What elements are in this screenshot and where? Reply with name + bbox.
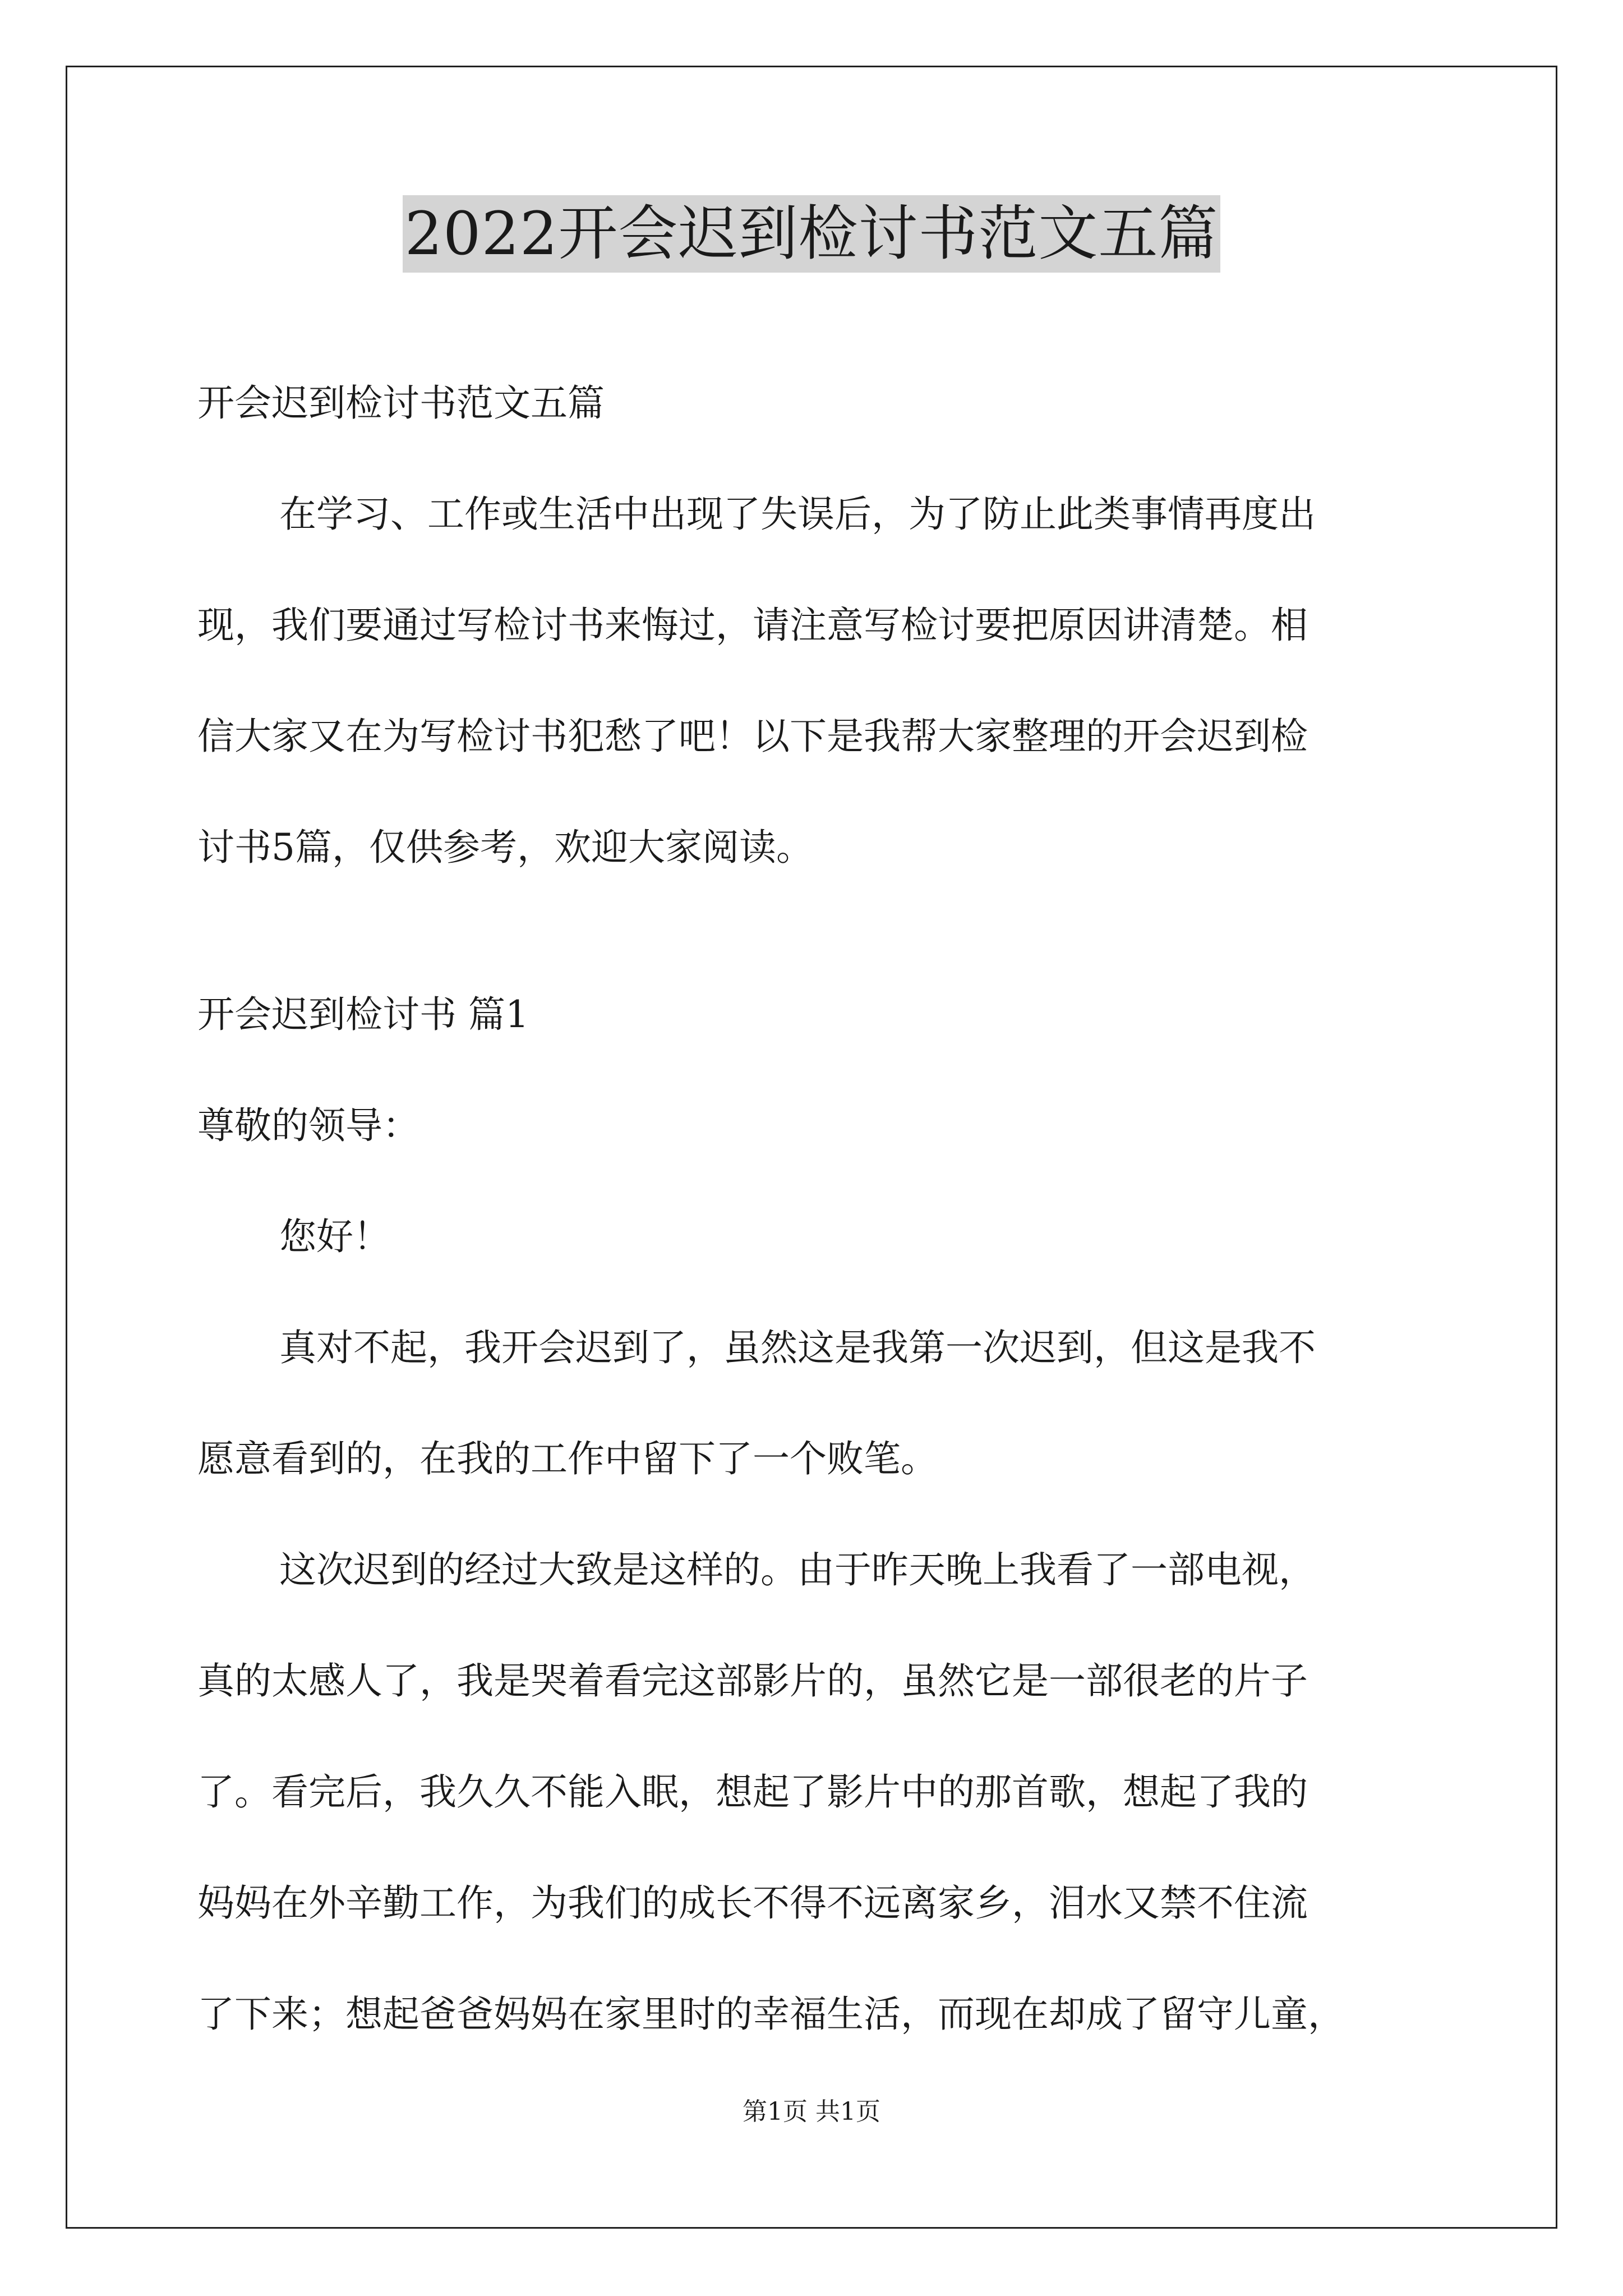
- title-container: [0, 195, 1623, 273]
- paragraph-line: 信大家又在为写检讨书犯愁了吧！以下是我帮大家整理的开会迟到检: [197, 715, 1308, 758]
- paragraph-line: 这次迟到的经过大致是这样的。由于昨天晚上我看了一部电视，: [279, 1548, 1316, 1591]
- paragraph-line: 讨书5篇，仅供参考，欢迎大家阅读。: [197, 826, 813, 869]
- paragraph-line: 了下来；想起爸爸妈妈在家里时的幸福生活，而现在却成了留守儿童，: [197, 1993, 1345, 2036]
- document-title: 2022开会迟到检讨书范文五篇: [403, 195, 1221, 273]
- section-heading: 开会迟到检讨书 篇1: [197, 993, 529, 1036]
- document-body: [197, 348, 1431, 2070]
- paragraph-line: 愿意看到的，在我的工作中留下了一个败笔。: [197, 1437, 938, 1480]
- salutation: 尊敬的领导：: [197, 1104, 419, 1147]
- paragraph-line: 现，我们要通过写检讨书来悔过，请注意写检讨要把原因讲清楚。相: [197, 604, 1308, 647]
- paragraph-line: 真对不起，我开会迟到了，虽然这是我第一次迟到，但这是我不: [279, 1326, 1316, 1369]
- subtitle: 开会迟到检讨书范文五篇: [197, 381, 605, 425]
- greeting: 您好！: [279, 1215, 390, 1258]
- spacer: [197, 903, 1431, 959]
- page-footer: 第1页 共1页: [743, 2097, 880, 2126]
- paragraph-line: 妈妈在外辛勤工作，为我们的成长不得不远离家乡，泪水又禁不住流: [197, 1881, 1308, 1925]
- paragraph-line: 在学习、工作或生活中出现了失误后，为了防止此类事情再度出: [279, 493, 1316, 536]
- paragraph-line: 了。看完后，我久久不能入眠，想起了影片中的那首歌，想起了我的: [197, 1770, 1308, 1814]
- paragraph-line: 真的太感人了，我是哭着看完这部影片的，虽然它是一部很老的片子: [197, 1659, 1308, 1703]
- paragraph-1: [197, 1292, 1431, 1515]
- intro-paragraph: [197, 459, 1431, 903]
- paragraph-2: [197, 1515, 1431, 2070]
